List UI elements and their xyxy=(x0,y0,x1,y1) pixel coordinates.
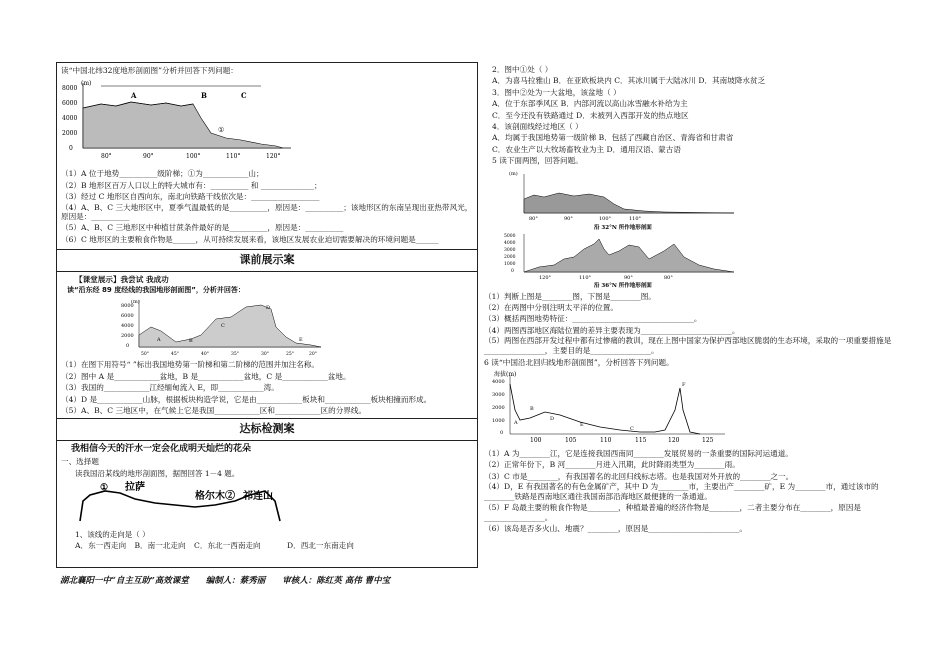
svg-text:3000: 3000 xyxy=(504,247,516,253)
svg-text:C: C xyxy=(241,91,247,101)
svg-text:B: B xyxy=(201,91,207,101)
svg-text:4000: 4000 xyxy=(492,378,505,385)
q1-line-4: （4）A、B、C 三大地形区中，夏季气温最低的是__________，原因是：__________；该地形区的东南呈现出亚热带风光，原因是：__________ xyxy=(61,202,473,222)
svg-text:A: A xyxy=(157,337,161,344)
q3-option-b: B．南一北走向 xyxy=(134,541,186,551)
page-footer xyxy=(60,574,404,586)
fig1-intro: 读“中国北纬32度地形剖面图”分析并回答下列问题： xyxy=(61,66,238,75)
q-a-8: C．农业生产以大牧场畜牧业为主 D．通用汉语、蒙古语 xyxy=(492,144,681,154)
choice-heading: 一、选择题 xyxy=(61,457,99,467)
q-a-1: 2．图中①处（ ） xyxy=(492,65,553,74)
svg-text:2000: 2000 xyxy=(492,404,505,411)
svg-text:110: 110 xyxy=(600,436,612,444)
svg-text:沿 32°N 所作地形剖面: 沿 32°N 所作地形剖面 xyxy=(594,224,652,231)
svg-text:35°: 35° xyxy=(231,352,239,358)
svg-text:120°: 120° xyxy=(266,153,281,161)
svg-text:D: D xyxy=(266,305,271,312)
svg-text:120°: 120° xyxy=(539,274,552,281)
svg-text:80°: 80° xyxy=(664,274,673,281)
svg-text:(m): (m) xyxy=(509,170,518,177)
q6-intro: 6 读“中国沿北回归线地形剖面图”，分析回答下列问题。 xyxy=(484,357,674,367)
svg-text:B: B xyxy=(530,405,534,412)
footer-editor: 编制人：蔡秀丽 xyxy=(205,576,266,586)
section-pre-class: 课前展示案 xyxy=(57,249,477,272)
svg-text:A: A xyxy=(131,91,137,101)
svg-text:80°: 80° xyxy=(529,215,538,222)
svg-text:2000: 2000 xyxy=(121,333,134,340)
svg-text:120: 120 xyxy=(668,436,680,444)
svg-text:1000: 1000 xyxy=(492,417,505,424)
svg-text:100: 100 xyxy=(530,436,542,444)
svg-text:4000: 4000 xyxy=(504,240,516,246)
svg-text:40°: 40° xyxy=(201,352,209,358)
svg-text:B: B xyxy=(189,338,193,345)
svg-text:4000: 4000 xyxy=(62,115,78,123)
q-a-6: 4．该剖面线经过地区（ ） xyxy=(492,121,583,131)
q-a-3: 3．图中②处为一大盆地，该盆地（ ） xyxy=(492,87,621,97)
svg-text:0: 0 xyxy=(511,268,514,274)
svg-text:6000: 6000 xyxy=(62,100,78,108)
svg-text:E: E xyxy=(299,337,303,344)
svg-text:80°: 80° xyxy=(101,153,112,161)
q3-option-a: A．东一西走向 xyxy=(75,541,127,551)
footer-school: 湖北襄阳一中“自主互助”高效课堂 xyxy=(60,576,189,586)
svg-text:E: E xyxy=(580,421,584,428)
svg-text:20°: 20° xyxy=(309,352,317,358)
svg-text:格尔木②: 格尔木② xyxy=(195,491,235,503)
svg-text:105: 105 xyxy=(565,436,577,444)
footer-reviewer: 审核人：陈红英 高伟 曹中宝 xyxy=(282,576,391,586)
svg-text:90°: 90° xyxy=(564,215,573,222)
svg-text:8000: 8000 xyxy=(62,85,78,93)
svg-text:D: D xyxy=(550,415,555,422)
fig2-profile-89E xyxy=(121,297,351,357)
q2-line-5: （5）A、B、C 三地区中，在气候上它是我国____________区和____________区的分界线。 xyxy=(61,406,367,416)
svg-text:45°: 45° xyxy=(171,352,179,358)
q1-line-1: （1）A 位于地势__________级阶梯；①为____________山； xyxy=(61,169,264,179)
q2-line-2: （2）图中 A 是____________盆地，B 是____________盆地，C 是____________盆地。 xyxy=(61,371,351,381)
svg-text:(m): (m) xyxy=(131,299,140,306)
svg-text:125: 125 xyxy=(702,436,714,444)
q5-intro: 5 读下面两图，回答问题。 xyxy=(492,156,583,166)
q2-line-4: （4）D 是____________山脉，根据板块构造学说，它是由____________板块和____________板块相撞而形成。 xyxy=(61,394,432,404)
svg-text:90°: 90° xyxy=(624,274,633,281)
q5-line-3: （3）概括两图地势特征：________________________________。 xyxy=(484,314,702,324)
q6-line-2: （2）正常年份下，B 河________月进入汛期，此时降雨类型为________雨。 xyxy=(484,460,740,470)
svg-text:(m): (m) xyxy=(81,80,92,88)
svg-text:100°: 100° xyxy=(186,153,201,161)
svg-text:50°: 50° xyxy=(141,352,149,358)
q-a-4: A．位于东部季风区 B．内部河流以高山冰雪融水补给为主 xyxy=(492,99,688,109)
q5-line-4: （4）两图西部地区海陆位置的差异主要表现为________________________。 xyxy=(484,325,740,335)
svg-text:F: F xyxy=(682,381,686,388)
svg-text:2000: 2000 xyxy=(504,254,516,260)
svg-text:0: 0 xyxy=(69,145,73,153)
q2-line-3: （3）我国的____________江经缅甸流入 E，即____________湾。 xyxy=(61,383,279,393)
q1-line-6: （6）C 地形区的主要粮食作物是______，从可持续发展来看，该地区发展农业迫切需要解决的环境问题是______ xyxy=(61,234,439,244)
svg-text:①: ① xyxy=(100,483,109,494)
q5-line-2: （2）在两图中分别注明太平洋的位置。 xyxy=(484,302,618,312)
q-a-7: A．均属于我国地势第一级阶梯 B．包括了西藏自治区、青海省和甘肃省 xyxy=(492,133,734,143)
svg-text:8000: 8000 xyxy=(121,303,134,310)
q5-line-1: （1）判断上图是________图，下图是________图。 xyxy=(484,291,656,301)
fig4-profiles xyxy=(504,169,744,289)
fig3-profile-sketch xyxy=(75,481,315,527)
svg-text:拉萨: 拉萨 xyxy=(125,482,145,494)
q6-line-4: （4）D，E 有我国著名的有色金属矿产，其中 D 为________市，主要出产________矿，E 为________市，通过该市的________铁路是西南地区通往我国南部沿海地区最便捷的一条通道。 xyxy=(484,482,879,502)
svg-text:0: 0 xyxy=(500,429,504,436)
svg-text:C: C xyxy=(630,425,634,432)
svg-text:110°: 110° xyxy=(579,274,592,281)
q3-stem: 1、该线的走向是（ ） xyxy=(75,530,150,540)
svg-text:110°: 110° xyxy=(226,153,241,161)
fig5-profile-tropic xyxy=(490,370,730,446)
q6-line-6: （6）该岛是否多火山、地震？________，原因是________________________。 xyxy=(484,524,748,534)
svg-text:6000: 6000 xyxy=(121,313,134,320)
svg-text:C: C xyxy=(221,323,225,330)
svg-text:115: 115 xyxy=(635,436,647,444)
svg-text:1000: 1000 xyxy=(504,261,516,267)
q-a-5: C．至今还没有铁路通过 D．未被列入西部开发的热点地区 xyxy=(492,110,689,120)
show-intro: 读“沿东经 89 度经线的我国地形剖面图”，分析并回答： xyxy=(67,285,245,294)
q1-line-5: （5）A、B、C 三地形区中种植甘蔗条件最好的是__________，原因是：__________ xyxy=(61,223,344,233)
q6-line-5: （5）F 岛最主要的粮食作物是________，种植最普遍的经济作物是________，二者主要分布在________，原因是________________。 xyxy=(484,502,862,522)
svg-text:A: A xyxy=(514,419,518,426)
svg-text:4000: 4000 xyxy=(121,323,134,330)
choice-intro: 读我国沿某线的地形剖面图，据图回答 1－4 题。 xyxy=(75,468,240,478)
section-test: 达标检测案 xyxy=(57,418,477,441)
q3-option-d: D．西北一东南走向 xyxy=(287,541,354,551)
q3-option-c: C．东北一西南走向 xyxy=(194,541,261,551)
q6-line-1: （1）A 为________江，它是连接我国西南同________发展贸易的一条重要的国际河运通道。 xyxy=(484,448,793,458)
fig1-profile-32N xyxy=(61,78,301,166)
left-column xyxy=(56,62,478,568)
q3-options xyxy=(61,540,473,551)
svg-text:30°: 30° xyxy=(261,352,269,358)
svg-text:沿 36°N 所作地形剖面: 沿 36°N 所作地形剖面 xyxy=(594,282,652,289)
svg-text:海拔(m): 海拔(m) xyxy=(494,370,517,378)
svg-text:3000: 3000 xyxy=(492,391,505,398)
svg-text:祁连山: 祁连山 xyxy=(243,491,273,503)
right-column xyxy=(484,64,894,535)
q1-line-2: （2）B 地形区百万人口以上的特大城市有：__________ 和 ______________； xyxy=(61,180,322,190)
svg-text:①: ① xyxy=(218,126,225,135)
show-title: 【课堂展示】我尝试 我成功 xyxy=(75,274,169,284)
svg-text:0: 0 xyxy=(126,343,130,350)
svg-text:90°: 90° xyxy=(143,153,154,161)
svg-text:25°: 25° xyxy=(286,352,294,358)
q-a-2: A．为喜马拉雅山 B．在亚欧板块内 C．其冰川属于大陆冰川 D．其南坡降水贫乏 xyxy=(492,76,766,86)
motto: 我相信今天的汗水一定会化成明天灿烂的花朵 xyxy=(71,443,252,454)
svg-text:100°: 100° xyxy=(599,215,612,222)
svg-text:5000: 5000 xyxy=(504,233,516,239)
q5-line-5: （5）两图在西部开发过程中都有过惨痛的教训，现在上图中国家为保护西部地区脆弱的生态环境，采取的一项重要措施是________________，主要目的是________________。 xyxy=(484,336,892,356)
svg-text:110°: 110° xyxy=(629,215,642,222)
svg-text:2000: 2000 xyxy=(62,130,78,138)
q1-line-3: （3）经过 C 地形区自西向东，南北向铁路干线依次是：__________________ xyxy=(61,192,320,202)
q2-line-1: （1）在图下用符号“ ”标出我国地势第一阶梯和第二阶梯的范围并加注名称。 xyxy=(61,360,320,370)
q6-line-3: （3）C 市是________，有我国著名的北回归线标志塔。也是我国对外开放的________之一。 xyxy=(484,471,794,481)
